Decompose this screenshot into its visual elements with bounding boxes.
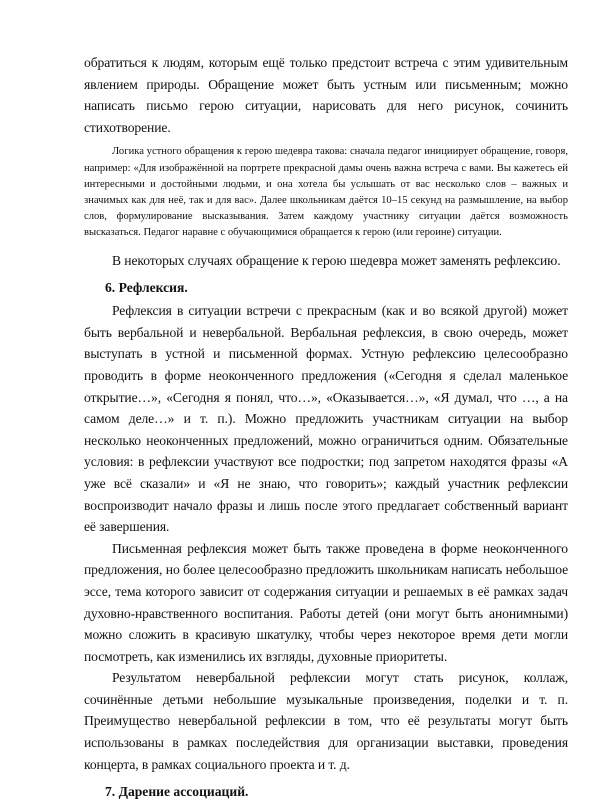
section-heading-associations: 7. Дарение ассоциаций.	[105, 784, 249, 800]
paragraph-appeal-replaces-reflection: В некоторых случаях обращение к герою шедевра может заменять рефлексию.	[112, 252, 561, 268]
paragraph-nonverbal-reflection: Результатом невербальной рефлексии могут стать рисунок, коллаж, сочинённые детьми небольшие музыкальные произведения, поделки и т. п. Преимущество невербальной рефлексии в том, что её результаты могут быть использованы в рамках последействия для организации выставки, проведения концерта, в рамках социального проекта и т. д.	[84, 670, 568, 772]
note-appeal-logic: Логика устного обращения к герою шедевра такова: сначала педагог инициирует обращение, говоря, например: «Для изображённой на портрете прекрасной дамы очень важна встреча с вами. Вы кажетесь ей интересными и достойными людьми, и она хотела бы услышать от вас несколько слов – важных и значимых как для неё, так и для вас». Далее школьникам даётся 10–15 секунд на размышление, на выбор слов, формулирование высказывания. Затем каждому участнику ситуации даётся возможность высказаться. Педагог наравне с обучающимися обращается к герою (или героине) ситуации.	[84, 146, 568, 239]
paragraph-appeal-continuation: обратиться к людям, которым ещё только предстоит встреча с этим удивительным явлением природы. Обращение может быть устным или письменным; можно написать письмо герою ситуации, нарисовать для него рисунок, сочинить стихотворение.	[84, 55, 568, 135]
document-page	[84, 52, 568, 804]
section-heading-reflection: 6. Рефлексия.	[105, 280, 188, 296]
paragraph-verbal-reflection: Рефлексия в ситуации встречи с прекрасным (как и во всякой другой) может быть вербальной и невербальной. Вербальная рефлексия, в свою очередь, может выступать в устной и письменной формах. Устную рефлексию целесообразно проводить в форме неоконченного предложения («Сегодня я сделал маленькое открытие…», «Сегодня я понял, что…», «Оказывается…», «Я думал, что …, а на самом деле…» и т. п.). Можно предложить участникам ситуации на выбор несколько неоконченных предложений, можно ограничиться одним. Обязательные условия: в рефлексии участвуют все подростки; под запретом находятся фразы «А уже всё сказали» и «Я не знаю, что говорить»; каждый участник рефлексии воспроизводит начало фразы и лишь после этого предлагает собственный вариант её завершения.	[84, 303, 568, 535]
paragraph-written-reflection: Письменная рефлексия может быть также проведена в форме неоконченного предложения, но более целесообразно предложить школьникам написать небольшое эссе, тема которого зависит от содержания ситуации и решаемых в её рамках задач духовно-нравственного воспитания. Работы детей (они могут быть анонимными) можно сложить в красивую шкатулку, чтобы через некоторое время дети могли посмотреть, как изменились их взгляды, духовные приоритеты.	[84, 540, 568, 664]
